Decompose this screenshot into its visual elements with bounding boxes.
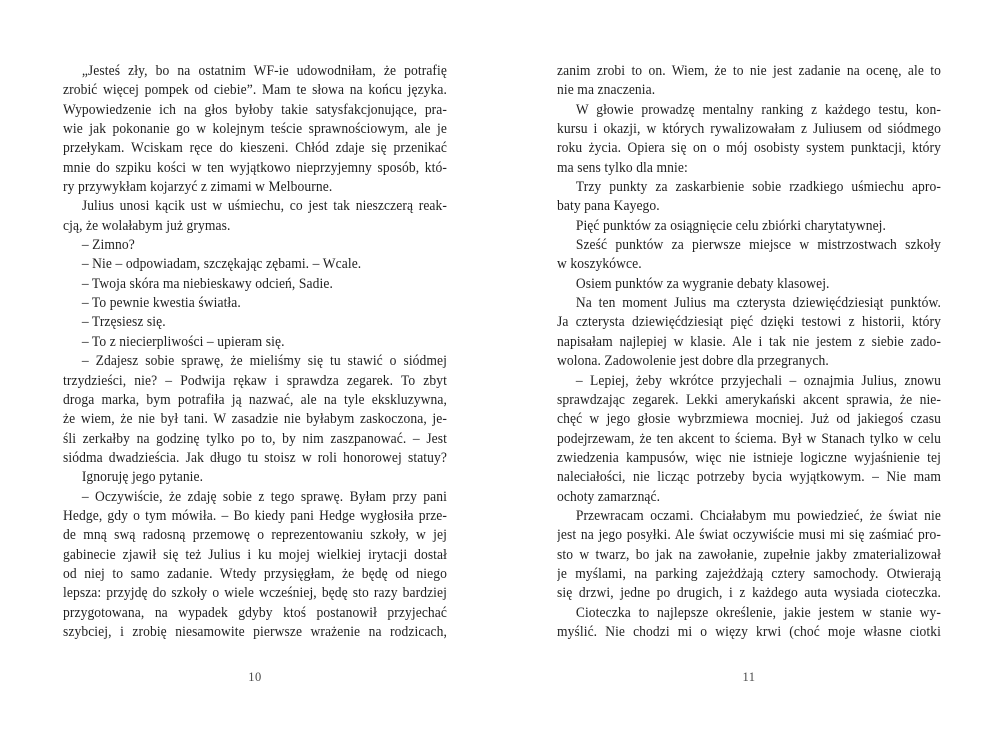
text-line: – To pewnie kwestia światła. [81, 295, 241, 312]
text-line: od niej to samo zadanie. Wtedy przysięgłam, że będę od niego [63, 565, 448, 582]
text-line: trzydzieści, nie? – Podwija rękaw i sprawdza zegarek. To zbyt [63, 372, 448, 389]
text-line: przełykam. Wciskam ręce do kieszeni. Chłód zdaje się przenikać [63, 140, 448, 157]
page-right [500, 0, 1000, 732]
text-line: – Oczywiście, że zdaję sobie z tego sprawę. Byłam przy pani [81, 488, 448, 505]
text-line: podejrzewam, że ten akcent to ściema. Był w Stanach tylko w celu [557, 430, 942, 447]
text-line: Na ten moment Julius ma czterysta dziewięćdziesiąt punktów. [575, 295, 942, 312]
text-line: chęć w jego głosie wybrzmiewa mocniej. Już od jakiegoś czasu [557, 411, 942, 428]
text-line: mnie do szpiku kości w ten wyjątkowo nieprzyjemny sposób, któ- [63, 159, 448, 176]
text-line: sto w twarz, bo jak na zawołanie, zupełnie jakby zmaterializował [557, 546, 942, 563]
text-line: ochoty zamarznąć. [557, 488, 661, 505]
text-line: siódma dwadzieścia. Jak długo tu stoisz w roli honorowej statuy? [63, 449, 448, 466]
text-line: je myślami, na parking zajeżdżają cztery samochody. Otwierają [557, 565, 942, 582]
text-line: Osiem punktów za wygranie debaty klasowej. [575, 275, 830, 292]
text-line: Julius unosi kącik ust w uśmiechu, co jest tak nieszczerą reak- [81, 198, 448, 215]
text-line: de mną swą radosną przemowę o reprezentowaniu szkoły, w jej [63, 527, 448, 544]
text-line: gabinecie zjawił się też Julius i ku mojej wielkiej irytacji dostał [63, 546, 448, 563]
text-line: Ja czterysta dziewięćdziesiąt pięć dzięki testowi z historii, który [557, 314, 942, 331]
text-line: Przewracam oczami. Chciałabym mu powiedzieć, że świat nie [575, 507, 942, 524]
text-line: Ignoruję jego pytanie. [81, 469, 204, 486]
text-line: przygotowana, na wypadek gdyby ktoś postanowił przyjechać [63, 604, 448, 621]
text-line: droga marka, bym potrafiła ją nazwać, ale na tyle ekskluzywna, [63, 391, 448, 408]
text-line: w koszykówce. [557, 256, 642, 273]
text-line: „Jesteś zły, bo na ostatnim WF-ie udowodniłam, że potrafię [81, 63, 448, 79]
text-line: myślić. Nie chodzi mi o więzy krwi (choć moje własne ciotki [557, 623, 942, 640]
text-line: Cioteczka to najlepsze określenie, jakie jestem w stanie wy- [575, 604, 942, 621]
text-line: śli zerkałby na godzinę tylko po to, by nim zaszpanować. – Jest [63, 430, 448, 447]
text-line: sprawdzając zegarek. Lekki amerykański akcent sprawia, że nie- [557, 391, 942, 408]
text-line: roku życia. Opiera się on o mój osobisty system punktacji, który [557, 140, 942, 157]
text-line: baty pana Kayego. [557, 198, 660, 215]
text-line: – Twoja skóra ma niebieskawy odcień, Sadie. [81, 275, 333, 292]
text-line: – Lepiej, żeby wkrótce przyjechali – oznajmia Julius, znowu [575, 372, 942, 389]
text-line: wolona. Zadowolenie jest dobre dla przegranych. [557, 353, 829, 370]
text-line: – Zimno? [81, 237, 135, 254]
text-line: jest na jego posyłki. Ale świat oczywiście musi mi się zaśmiać pro- [557, 527, 942, 544]
text-line: nie ma znaczenia. [557, 82, 656, 99]
text-line: naleciałości, nie licząc potrzeby bycia wyjątkowym. – Nie mam [557, 469, 942, 486]
page-left-text-block [63, 62, 471, 642]
text-line: – Zdajesz sobie sprawę, że mieliśmy się tu stawić o siódmej [81, 353, 448, 370]
text-line: – To z niecierpliwości – upieram się. [81, 333, 285, 350]
text-line: W głowie prowadzę mentalny ranking z każdego testu, kon- [575, 101, 942, 118]
text-line: lepsza: przyjdę do szkoły o wiele wcześniej, będę sto razy bardziej [63, 585, 448, 602]
text-line: wie jak pokonanie go w kolejnym teście sprawnościowym, ale je [63, 121, 448, 138]
text-line: – Nie – odpowiadam, szczękając zębami. – Wcale. [81, 256, 362, 273]
text-line: zanim zrobi to on. Wiem, że to nie jest zadanie na ocenę, ale to [557, 63, 942, 79]
text-line: Sześć punktów za pierwsze miejsce w mistrzostwach szkoły [575, 237, 942, 254]
text-line: Hedge, gdy o tym mówiła. – Bo kiedy pani Hedge wygłosiła prze- [63, 507, 448, 524]
text-line: zrobić więcej pompek od ciebie”. Mam te słowa na końcu języka. [63, 82, 448, 99]
text-line: cją, że wolałabym już grymas. [63, 217, 231, 234]
text-line: Trzy punkty za zaskarbienie sobie rzadkiego uśmiechu apro- [575, 179, 942, 196]
text-line: ma sens tylko dla mnie: [557, 159, 688, 176]
text-line: kursu i okazji, w których rywalizowałam z Juliusem od siódmego [557, 121, 942, 138]
page-right-text-block [557, 62, 965, 642]
page-number-left: 10 [248, 670, 262, 684]
text-line: Wypowiedzenie ich na głos byłoby takie satysfakcjonujące, pra- [63, 101, 448, 118]
text-line: – Trzęsiesz się. [81, 314, 166, 331]
text-line: napisałam najlepiej w klasie. Ale i tak nie jestem z siebie zado- [557, 333, 942, 350]
page-number-right: 11 [742, 670, 756, 684]
text-line: szybciej, i zrobię niesamowite pierwsze wrażenie na rodzicach, [63, 623, 448, 640]
text-line: ry przywykłam kojarzyć z zimami w Melbourne. [63, 179, 333, 196]
text-line: zwiedzenia kampusów, więc nie istnieje logiczne wyjaśnienie tej [557, 449, 942, 466]
text-line: się drzwi, jedne po drugich, i z każdego auta wysiada cioteczka. [557, 585, 942, 602]
text-line: że wiem, że nie był tani. W zasadzie nie byłabym zaskoczona, je- [63, 411, 448, 428]
text-line: Pięć punktów za osiągnięcie celu zbiórki charytatywnej. [575, 217, 887, 234]
